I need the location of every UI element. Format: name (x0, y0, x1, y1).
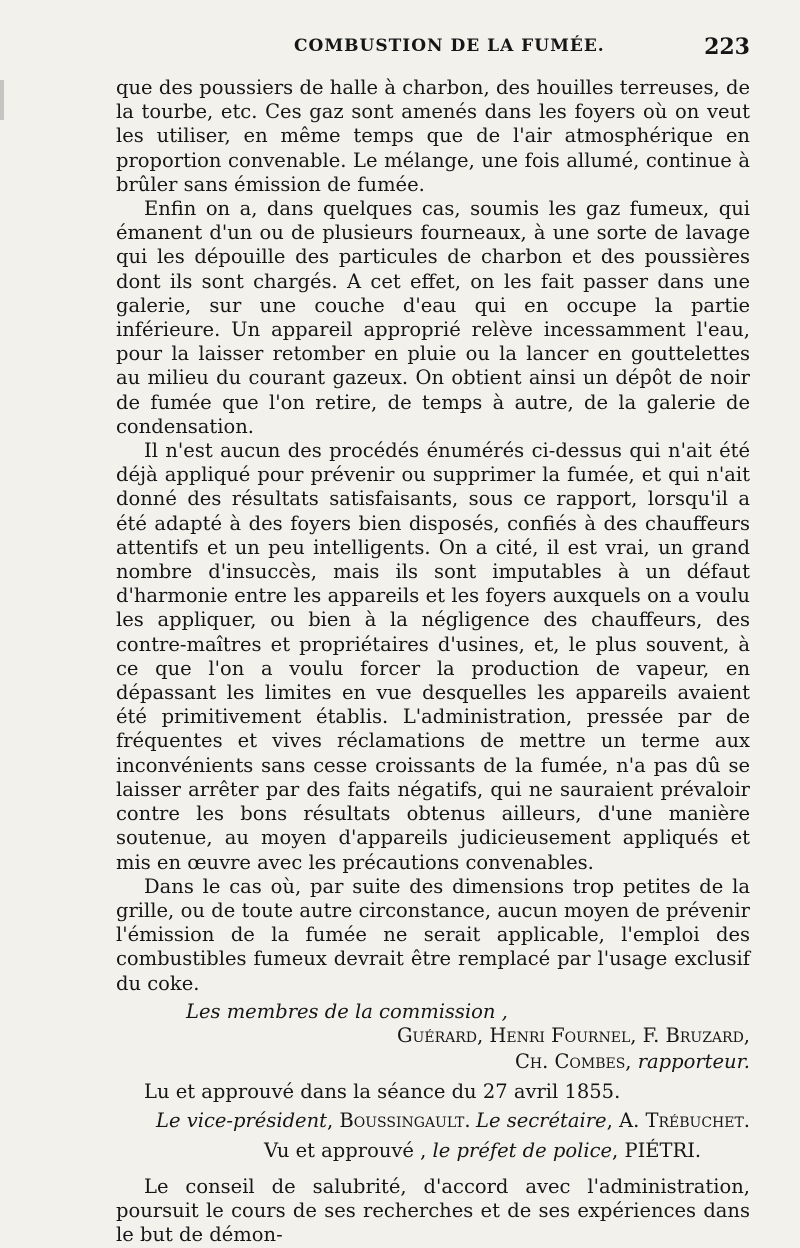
commission-members: Guérard, Henri Fournel, F. Bruzard, (396, 1023, 750, 1047)
secretary-name: A. Trébuchet. (618, 1108, 750, 1132)
prefect-name: PIÉTRI. (624, 1138, 702, 1162)
paragraph-4: Dans le cas où, par suite des dimensions trop petites de la grille, ou de toute autre circonstance, aucun moyen de prévenir l'émission de la fumée ne serait applicable, l'emploi des combustibles fumeux devrait être remplacé par l'usage exclusif du coke. (116, 874, 750, 995)
rapporteur-line (116, 1050, 750, 1074)
margin-mark (0, 80, 4, 120)
vice-president: Le vice-président, Boussingault. (156, 1108, 471, 1132)
paragraph-1: que des poussiers de halle à charbon, des houilles terreuses, de la tourbe, etc. Ces gaz sont amenés dans les foyers où on veut les utiliser, en même temps que de l'air atmosphérique en proportion convenable. Le mélange, une fois allumé, continue à brûler sans émission de fumée. (116, 76, 750, 196)
page-number: 223 (704, 34, 750, 60)
rapporteur-role: rapporteur. (637, 1050, 750, 1074)
page-header (116, 34, 750, 64)
secretary: Le secrétaire, A. Trébuchet. (476, 1108, 750, 1132)
prefect-prefix: Vu et approuvé , (264, 1138, 427, 1162)
officers-line (156, 1109, 750, 1133)
prefect-role: le préfet de police (432, 1138, 613, 1162)
approval-line: Lu et approuvé dans la séance du 27 avril 1855. (144, 1080, 621, 1104)
commission-intro: Les membres de la commission , (186, 999, 508, 1023)
paragraph-2: Enfin on a, dans quelques cas, soumis les gaz fumeux, qui émanent d'un ou de plusieurs fourneaux, à une sorte de lavage qui les dépouille des particules de charbon et des poussières dont ils sont chargés. A cet effet, on les fait passer dans une galerie, sur une couche d'eau qui en occupe la partie inférieure. Un appareil approprié relève incessamment l'eau, pour la laisser retomber en pluie ou la lancer en gouttelettes au milieu du courant gazeux. On obtient ainsi un dépôt de noir de fumée que l'on retire, de temps à autre, de la galerie de condensation. (116, 197, 750, 438)
body-text (116, 76, 750, 1248)
signature-block (116, 1000, 750, 1163)
vice-president-role: Le vice-président (156, 1108, 327, 1132)
rapporteur-name: Ch. Combes, (514, 1050, 632, 1074)
prefect-line: Vu et approuvé , le préfet de police, PIÉTRI. (264, 1138, 702, 1162)
running-head: COMBUSTION DE LA FUMÉE. (294, 36, 605, 56)
secretary-role: Le secrétaire (476, 1108, 607, 1132)
paragraph-3: Il n'est aucun des procédés énumérés ci-dessus qui n'ait été déjà appliqué pour prévenir ou supprimer la fumée, et qui n'ait donné des résultats satisfaisants, sous ce rapport, lorsqu'il a été adapté à des foyers bien disposés, confiés à des chauffeurs attentifs et un peu intelligents. On a cité, il est vrai, un grand nombre d'insuccès, mais ils sont imputables à un défaut d'harmonie entre les appareils et les foyers auxquels on a voulu les appliquer, ou bien à la négligence des chauffeurs, des contre-maîtres et propriétaires d'usines, et, le plus souvent, à ce que l'on a voulu forcer la production de vapeur, en dépassant les limites en vue desquelles les appareils avaient été primitivement établis. L'administration, pressée par de fréquentes et vives réclamations de mettre un terme aux inconvénients sans cesse croissants de la fumée, n'a pas dû se laisser arrêter par des faits négatifs, qui ne sauraient prévaloir contre les bons résultats obtenus ailleurs, d'une manière soutenue, au moyen d'appareils judicieusement appliqués et mis en œuvre avec les précautions convenables. (116, 439, 750, 874)
closing-paragraph: Le conseil de salubrité, d'accord avec l'administration, poursuit le cours de ses recherches et de ses expériences dans le but de démon- (116, 1174, 750, 1247)
vice-president-name: Boussingault. (339, 1108, 471, 1132)
